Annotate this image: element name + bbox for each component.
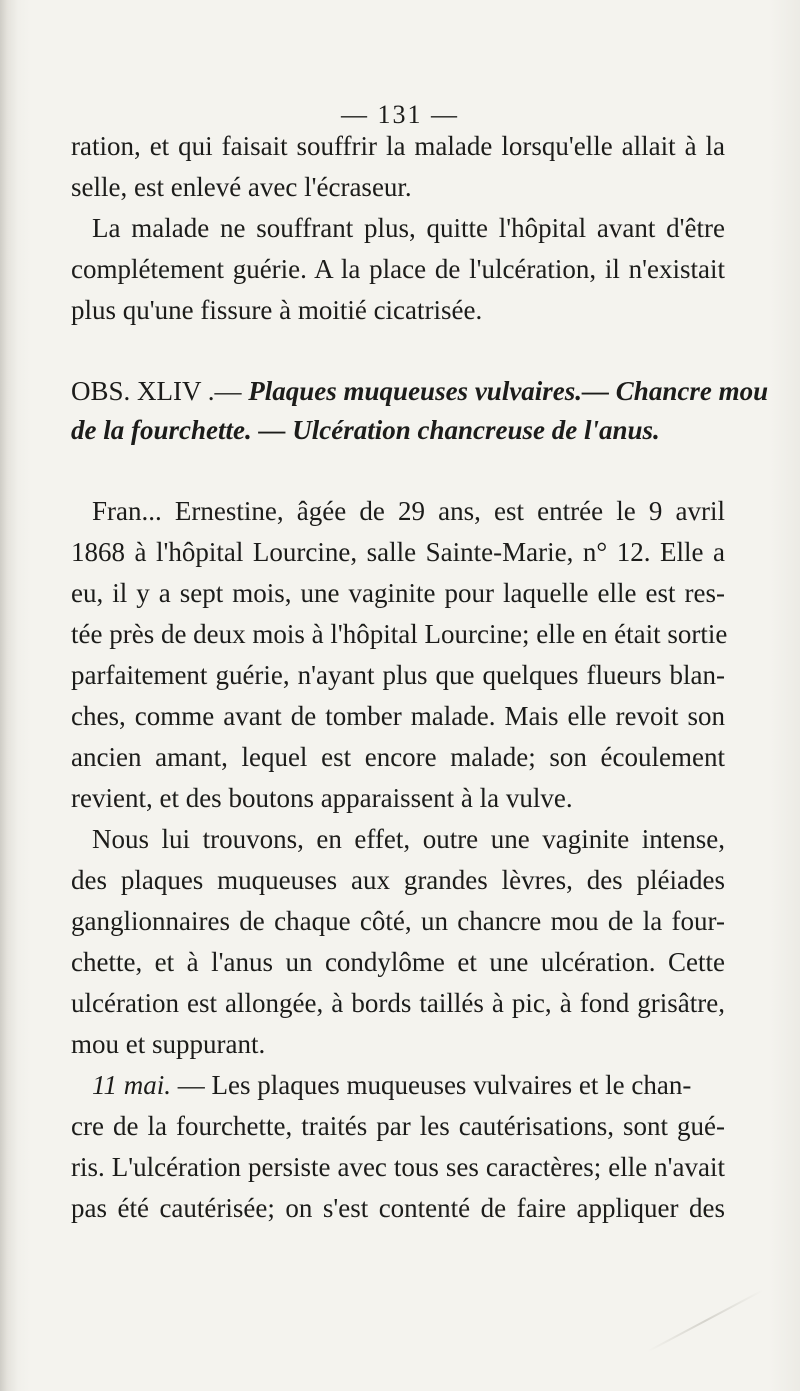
text-line: pas été cautérisée; on s'est contenté de faire appliquer des <box>71 1193 725 1223</box>
text-line: tée près de deux mois à l'hôpital Lourcine; elle en était sortie <box>71 619 728 649</box>
text-line: ches, comme avant de tomber malade. Mais elle revoit son <box>71 701 725 731</box>
text-line: ration, et qui faisait souffrir la malade lorsqu'elle allait à la <box>71 131 725 161</box>
text-line: La malade ne souffrant plus, quitte l'hôpital avant d'être <box>92 213 725 243</box>
text-line: 1868 à l'hôpital Lourcine, salle Sainte-Marie, n° 12. Elle a <box>71 537 725 567</box>
text-line: des plaques muqueuses aux grandes lèvres, des pléiades <box>71 865 725 895</box>
text-line: parfaitement guérie, n'ayant plus que quelques flueurs blan- <box>71 660 725 690</box>
date-label: 11 mai. <box>92 1070 171 1100</box>
text-line: plus qu'une fissure à moitié cicatrisée. <box>71 295 483 325</box>
page-number: — 131 — <box>341 100 459 129</box>
text-line: selle, est enlevé avec l'écraseur. <box>71 172 412 202</box>
text-line: eu, il y a sept mois, une vaginite pour laquelle elle est res- <box>71 578 725 608</box>
page-spine-shadow <box>0 0 18 1391</box>
observation-heading <box>71 376 768 406</box>
text-line: revient, et des boutons apparaissent à la vulve. <box>71 783 573 813</box>
text-line: ancien amant, lequel est encore malade; son écoulement <box>71 742 725 772</box>
text-line: chette, et à l'anus un condylôme et une ulcération. Cette <box>71 947 725 977</box>
text-line: complétement guérie. A la place de l'ulcération, il n'existait <box>71 254 725 284</box>
text-line: ganglionnaires de chaque côté, un chancre mou de la four- <box>71 906 725 936</box>
text-line: Fran... Ernestine, âgée de 29 ans, est entrée le 9 avril <box>92 496 725 526</box>
paper-crease <box>647 1290 763 1353</box>
observation-label: OBS. XLIV .— <box>71 376 242 406</box>
text-line: cre de la fourchette, traités par les cautérisations, sont gué- <box>71 1111 725 1141</box>
text-line: ris. L'ulcération persiste avec tous ses caractères; elle n'avait <box>71 1152 725 1182</box>
text-line: mou et suppurant. <box>71 1029 266 1059</box>
text-line <box>92 1070 725 1100</box>
observation-title: Plaques muqueuses vulvaires.— Chancre mou <box>248 376 769 406</box>
observation-title-continued: de la fourchette. — Ulcération chancreuse de l'anus. <box>71 415 660 445</box>
text-span: — Les plaques muqueuses vulvaires et le chan- <box>171 1070 692 1100</box>
text-line: Nous lui trouvons, en effet, outre une vaginite intense, <box>92 824 725 854</box>
text-line: ulcération est allongée, à bords taillés à pic, à fond grisâtre, <box>71 988 725 1018</box>
